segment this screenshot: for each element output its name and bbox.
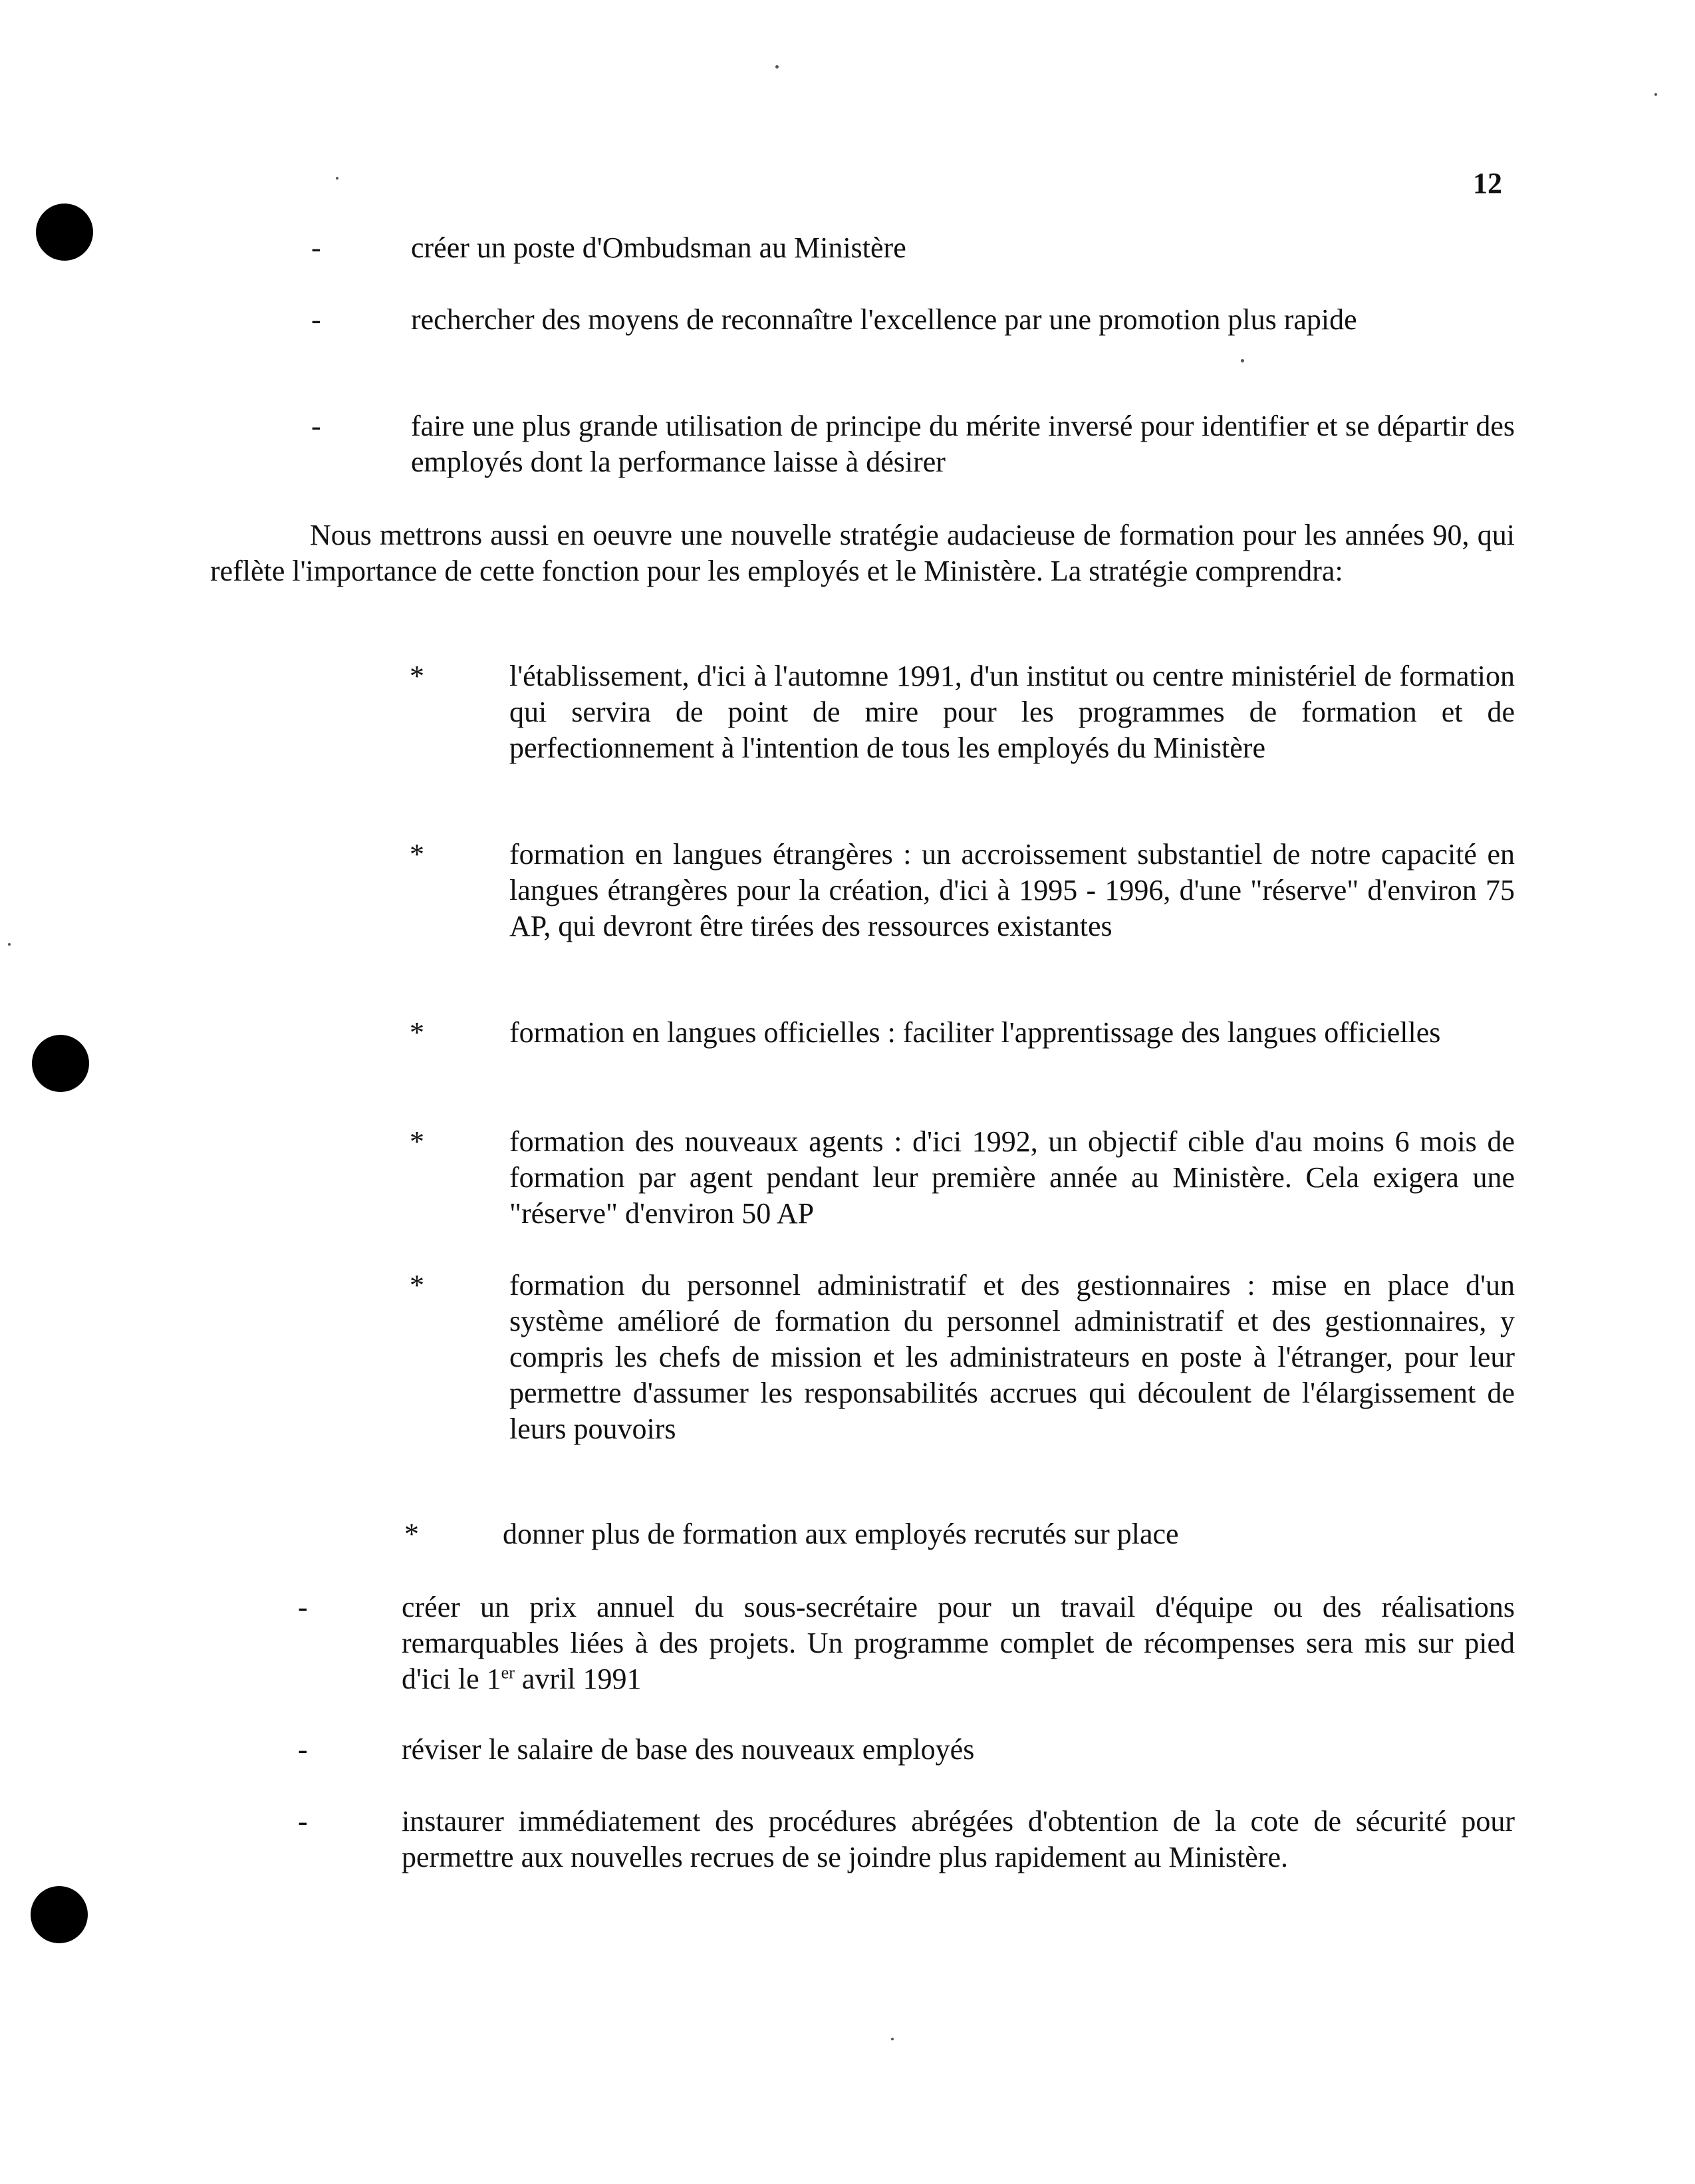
star-item-text: formation du personnel administratif et des gestionnaires : mise en place d'un système amélioré de formation du personnel administratif et des gestionnaires, y compris les chefs de mission et les administrateurs en poste à l'étranger, pour leur permettre d'assumer les responsabilités accrues qui découlent de l'élargissement de leurs pouvoirs [509, 1269, 1515, 1445]
scan-speck [1241, 359, 1244, 362]
scan-speck [8, 943, 11, 946]
star-item-text: l'établissement, d'ici à l'automne 1991, d'un institut ou centre ministériel de formation qui servira de point de mire pour les programmes de formation et de perfectionnement à l'intention de tous les employés du Ministère [509, 660, 1515, 764]
dash-item-text [402, 1589, 1515, 1697]
dash-item-text: réviser le salaire de base des nouveaux employés [402, 1733, 975, 1766]
dash-marker: - [298, 1805, 308, 1838]
dash-item [402, 1589, 1515, 1697]
scan-speck [891, 2038, 894, 2040]
dash-item-text: faire une plus grande utilisation de principe du mérite inversé pour identifier et se départir des employés dont la performance laisse à désirer [411, 410, 1515, 478]
scan-speck [775, 65, 779, 68]
page-number: 12 [1473, 167, 1502, 200]
dash-marker: - [298, 1733, 308, 1766]
star-marker: * [410, 838, 424, 871]
dash-item-text: rechercher des moyens de reconnaître l'excellence par une promotion plus rapide [411, 303, 1357, 336]
punch-hole-middle [32, 1035, 89, 1092]
star-marker: * [410, 1125, 424, 1158]
scan-speck [336, 177, 338, 180]
star-marker: * [410, 1269, 424, 1301]
scan-speck [1654, 93, 1657, 96]
superscript-er: er [501, 1663, 515, 1683]
dash-marker: - [311, 303, 321, 336]
star-item-text: formation en langues officielles : faciliter l'apprentissage des langues officielles [509, 1016, 1441, 1049]
dash-item [402, 1732, 1515, 1768]
dash-item [411, 230, 1515, 266]
star-item-text: formation des nouveaux agents : d'ici 1992, un objectif cible d'au moins 6 mois de formation par agent pendant leur première année au Ministère. Cela exigera une "réserve" d'environ 50 AP [509, 1125, 1515, 1230]
dash-marker: - [311, 410, 321, 442]
dash-item [411, 408, 1515, 480]
dash-item [402, 1804, 1515, 1875]
punch-hole-top [36, 204, 93, 261]
star-item-text: formation en langues étrangères : un accroissement substantiel de notre capacité en langues étrangères pour la création, d'ici à 1995 - 1996, d'une "réserve" d'environ 75 AP, qui devront être tirées des ressources existantes [509, 838, 1515, 942]
dash-item-text: créer un poste d'Ombudsman au Ministère [411, 231, 906, 264]
dash-item-text-part: avril 1991 [514, 1663, 642, 1695]
star-marker: * [410, 1016, 424, 1049]
dash-item-text: instaurer immédiatement des procédures abrégées d'obtention de la cote de sécurité pour permettre aux nouvelles recrues de se joindre plus rapidement au Ministère. [402, 1805, 1515, 1873]
dash-marker: - [311, 231, 321, 264]
punch-hole-bottom [31, 1886, 88, 1943]
star-item [509, 837, 1515, 944]
star-marker: * [410, 660, 424, 692]
star-item [509, 1015, 1515, 1051]
star-marker: * [404, 1518, 419, 1550]
dash-item-text-part: créer un prix annuel du sous-secrétaire pour un travail d'équipe ou des réalisations remarquables liées à des projets. Un programme complet de récompenses sera mis sur pied d'ici le 1 [402, 1591, 1515, 1695]
star-item-text: donner plus de formation aux employés recrutés sur place [503, 1518, 1179, 1550]
star-item [503, 1516, 1515, 1552]
star-item [509, 1268, 1515, 1447]
dash-marker: - [298, 1591, 308, 1623]
star-item [509, 1124, 1515, 1232]
dash-item [411, 302, 1515, 338]
intro-paragraph: Nous mettrons aussi en oeuvre une nouvelle stratégie audacieuse de formation pour les années 90, qui reflète l'importance de cette fonction pour les employés et le Ministère. La stratégie comprendra: [210, 519, 1515, 587]
star-item [509, 658, 1515, 766]
